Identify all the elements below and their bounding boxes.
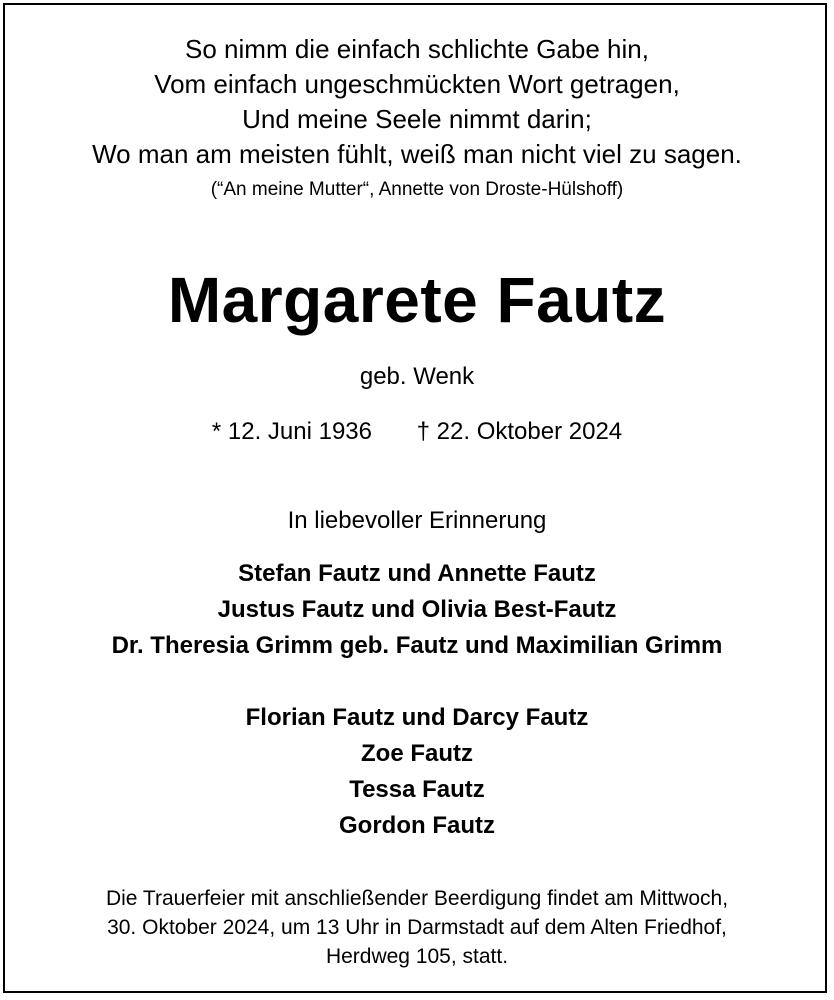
mourner-entry: Tessa Fautz [349,776,485,803]
service-line: 30. Oktober 2024, um 13 Uhr in Darmstadt auf dem Alten Friedhof, [107,916,727,939]
service-line: Herdweg 105, statt. [325,945,509,968]
poem-line: Vom einfach ungeschmückten Wort getragen, [154,69,680,99]
mourner-entry: Florian Fautz und Darcy Fautz [245,704,589,731]
poem-line: Wo man am meisten fühlt, weiß man nicht viel zu sagen. [92,139,742,169]
mourners-group-1 [0,556,834,664]
maiden-name: geb. Wenk [359,363,475,390]
poem-line: So nimm die einfach schlichte Gabe hin, [185,34,649,64]
mourner-entry: Zoe Fautz [361,740,473,767]
poem-line: Und meine Seele nimmt darin; [242,104,592,134]
poem-source: (“An meine Mutter“, Annette von Droste-Hülshoff) [210,179,624,200]
service-line: Die Trauerfeier mit anschließender Beerdigung findet am Mittwoch, [105,887,729,910]
mourner-entry: Justus Fautz und Olivia Best-Fautz [217,596,617,623]
deceased-name: Margarete Fautz [167,264,667,336]
mourners-group-2 [0,700,834,844]
death-date: † 22. Oktober 2024 [416,418,623,445]
mourner-entry: Stefan Fautz und Annette Fautz [238,560,596,587]
mourner-entry: Dr. Theresia Grimm geb. Fautz und Maximilian Grimm [111,632,723,659]
funeral-service-info [0,884,834,971]
memory-line: In liebevoller Erinnerung [287,507,547,534]
mourner-entry: Gordon Fautz [339,812,495,839]
poem [0,32,834,172]
life-dates [0,417,834,447]
birth-date: * 12. Juni 1936 [211,418,372,445]
